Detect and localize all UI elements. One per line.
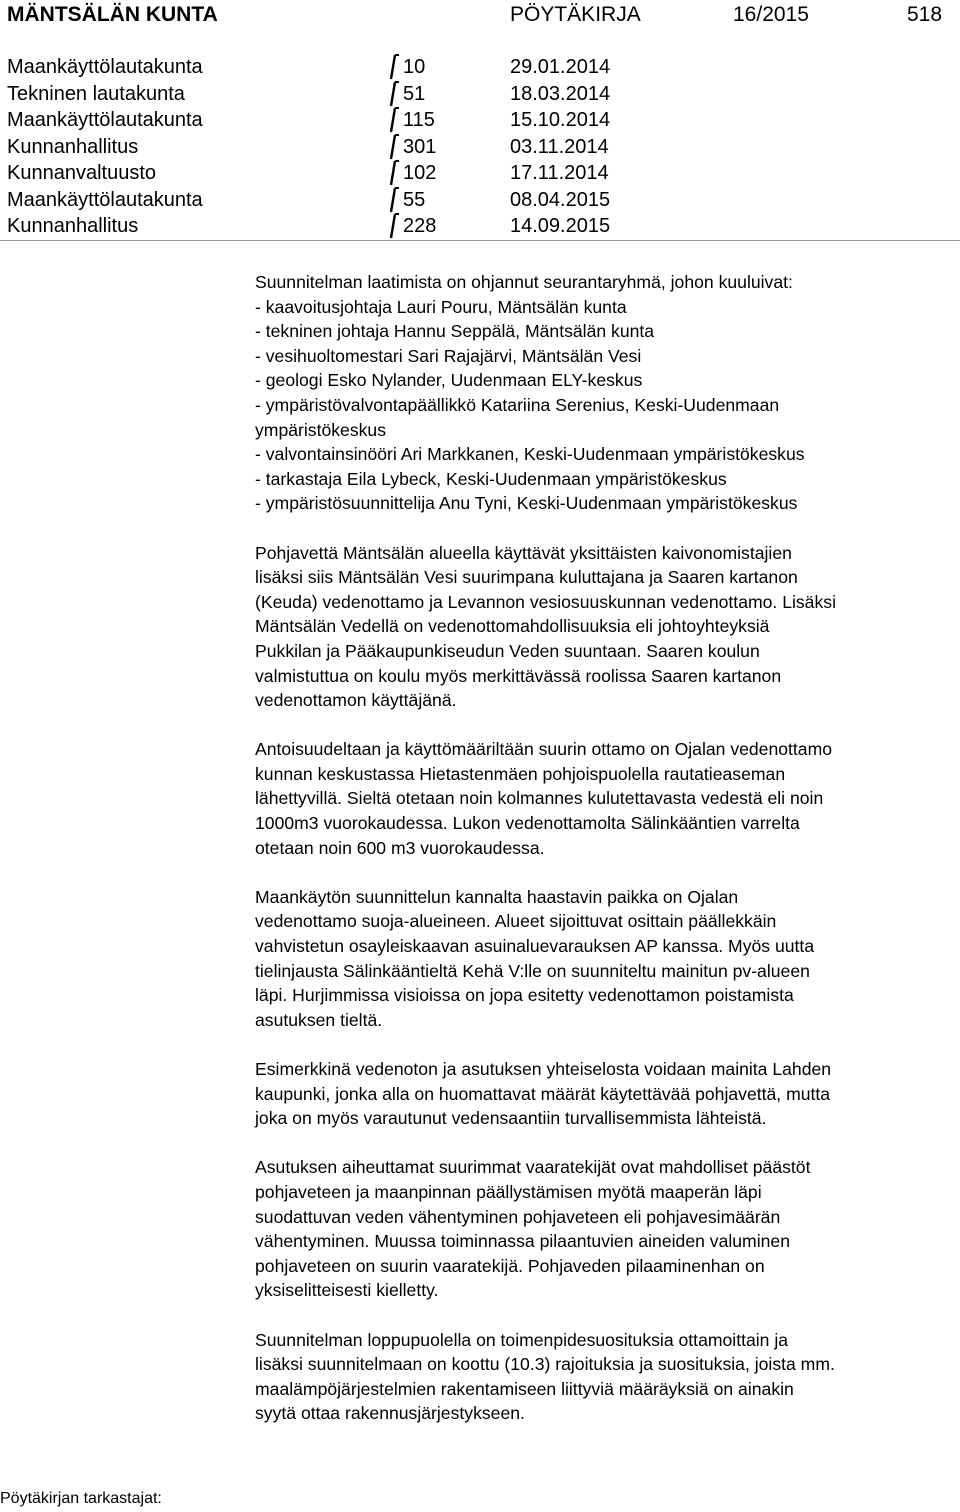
paragraph [255, 270, 960, 516]
text-line: Suunnitelman loppupuolella on toimenpidesuosituksia ottamoittain ja [255, 1329, 789, 1350]
decision-history [0, 54, 960, 240]
section-sign-icon [383, 81, 403, 107]
history-date: 15.10.2014 [510, 109, 611, 131]
text-line: Asutuksen aiheuttamat suurimmat vaaratekijät ovat mahdolliset päästöt [255, 1157, 811, 1178]
history-section-number: 10 [403, 56, 426, 78]
text-line: joka on myös varautunut vedensaantiin turvallisemmista lähteistä. [255, 1108, 767, 1129]
history-body: Kunnanhallitus [7, 215, 139, 237]
text-line: - tekninen johtaja Hannu Seppälä, Mäntsälän kunta [255, 321, 655, 342]
history-date: 14.09.2015 [510, 215, 611, 237]
text-line: vahvistetun osayleiskaavan asuinaluevarauksen AP kanssa. Myös uutta [255, 936, 815, 957]
text-line: (Keuda) vedenottamo ja Levannon vesiosuuskunnan vedenottamo. Lisäksi [255, 591, 836, 612]
text-line: kaupunki, jonka alla on huomattavat määrät käytettävää pohjavettä, mutta [255, 1083, 831, 1104]
text-line: 1000m3 vuorokaudessa. Lukon vedenottamolta Sälinkääntien varrelta [255, 813, 800, 834]
paragraph [255, 1057, 960, 1131]
history-row [0, 81, 960, 108]
history-date: 29.01.2014 [510, 56, 611, 78]
history-section-number: 55 [403, 188, 426, 211]
text-line: - ympäristövalvontapäällikkö Katariina Serenius, Keski-Uudenmaan [255, 394, 780, 415]
history-date: 17.11.2014 [510, 162, 609, 184]
section-sign-icon [383, 134, 403, 160]
text-line: - geologi Esko Nylander, Uudenmaan ELY-keskus [255, 370, 643, 391]
text-line: vedenottamo suoja-alueineen. Alueet sijoittuvat osittain päällekkäin [255, 911, 777, 932]
history-body: Kunnanhallitus [7, 135, 139, 158]
history-row [0, 160, 960, 187]
history-date: 03.11.2014 [510, 135, 609, 158]
history-date: 08.04.2015 [510, 188, 611, 211]
document-body [255, 270, 960, 1451]
history-body: Kunnanvaltuusto [7, 162, 157, 184]
history-row [0, 134, 960, 161]
history-row [0, 54, 960, 81]
section-sign-icon [383, 213, 403, 239]
paragraph [255, 737, 960, 860]
paragraph [255, 1155, 960, 1303]
text-line: Pukkilan ja Pääkaupunkiseudun Veden suuntaan. Saaren koulun [255, 640, 760, 661]
text-line: ympäristökeskus [255, 419, 387, 440]
history-section-number: 228 [403, 215, 437, 237]
history-body: Tekninen lautakunta [7, 82, 185, 105]
text-line: - valvontainsinööri Ari Markkanen, Keski-Uudenmaan ympäristökeskus [255, 444, 805, 465]
text-line: lisäksi siis Mäntsälän Vesi suurimpana kuluttajana ja Saaren kartanon [255, 567, 798, 588]
history-section-number: 51 [403, 82, 426, 105]
text-line: pohjaveteen ja maanpinnan päällystämisen myötä maaperän läpi [255, 1181, 762, 1202]
organization-name: MÄNTSÄLÄN KUNTA [7, 3, 218, 26]
history-date: 18.03.2014 [510, 82, 611, 105]
text-line: Esimerkkinä vedenoton ja asutuksen yhteiselosta voidaan mainita Lahden [255, 1059, 832, 1079]
text-line: otetaan noin 600 m3 vuorokaudessa. [255, 837, 545, 858]
text-line: - kaavoitusjohtaja Lauri Pouru, Mäntsälän kunta [255, 296, 627, 317]
history-section-number: 102 [403, 162, 437, 184]
history-divider [0, 240, 960, 241]
text-line: lisäksi suunnitelmaan on koottu (10.3) rajoituksia ja suosituksia, joista mm. [255, 1354, 835, 1375]
history-body: Maankäyttölautakunta [7, 109, 203, 131]
history-section-number: 115 [403, 109, 435, 131]
paragraph [255, 885, 960, 1033]
text-line: tielinjausta Sälinkääntieltä Kehä V:lle on suunniteltu mainitun pv-alueen [255, 960, 810, 981]
text-line: pohjaveteen on suurin vaaratekijä. Pohjaveden pilaaminenhan on [255, 1255, 765, 1276]
history-row [0, 213, 960, 240]
text-line: läpi. Hurjimmissa visioissa on jopa esitetty vedenottamon poistamista [255, 985, 794, 1006]
paragraph [255, 541, 960, 713]
text-line: vähentyminen. Muussa toiminnassa pilaantuvien aineiden valuminen [255, 1231, 790, 1252]
text-line: Mäntsälän Vedellä on vedenottomahdollisuuksia eli johtoyhteyksiä [255, 616, 770, 637]
section-sign-icon [383, 160, 403, 186]
text-line: lähettyvillä. Sieltä otetaan noin kolmannes kulutettavasta vedestä eli noin [255, 788, 824, 809]
section-sign-icon [383, 107, 403, 133]
page-header [0, 0, 960, 32]
text-line: - ympäristösuunnittelija Anu Tyni, Keski-Uudenmaan ympäristökeskus [255, 493, 798, 514]
text-line: maalämpöjärjestelmien rakentamiseen liittyviä määräyksiä on ainakin [255, 1378, 794, 1399]
text-line: Pohjavettä Mäntsälän alueella käyttävät yksittäisten kaivonomistajien [255, 542, 792, 563]
footer-label: Pöytäkirjan tarkastajat: [0, 1490, 162, 1507]
page-number: 518 [907, 3, 943, 26]
text-line: Antoisuudeltaan ja käyttömääriltään suurin ottamo on Ojalan vedenottamo [255, 739, 833, 760]
text-line: asutuksen tieltä. [255, 1009, 383, 1030]
section-sign-icon [383, 54, 403, 80]
history-section-number: 301 [403, 135, 437, 158]
text-line: valmistuttua on koulu myös merkittävässä roolissa Saaren kartanon [255, 665, 782, 686]
history-body: Maankäyttölautakunta [7, 188, 203, 211]
text-line: - tarkastaja Eila Lybeck, Keski-Uudenmaan ympäristökeskus [255, 468, 727, 489]
history-row [0, 187, 960, 214]
section-sign-icon [383, 187, 403, 213]
document-number: 16/2015 [733, 3, 809, 26]
paragraph [255, 1328, 960, 1426]
document-type: PÖYTÄKIRJA [510, 3, 641, 26]
text-line: vedenottamon käyttäjänä. [255, 690, 457, 711]
history-body: Maankäyttölautakunta [7, 56, 203, 78]
text-line: suodattuvan veden vähentyminen pohjaveteen eli pohjavesimäärän [255, 1206, 781, 1227]
text-line: syytä ottaa rakennusjärjestykseen. [255, 1403, 525, 1424]
text-line: yksiselitteisesti kielletty. [255, 1280, 439, 1301]
text-line: Maankäytön suunnittelun kannalta haastavin paikka on Ojalan [255, 886, 739, 907]
history-row [0, 107, 960, 134]
text-line: kunnan keskustassa Hietastenmäen pohjoispuolella rautatieaseman [255, 763, 786, 784]
text-line: - vesihuoltomestari Sari Rajajärvi, Mäntsälän Vesi [255, 345, 642, 366]
text-line: Suunnitelman laatimista on ohjannut seurantaryhmä, johon kuuluivat: [255, 272, 793, 292]
